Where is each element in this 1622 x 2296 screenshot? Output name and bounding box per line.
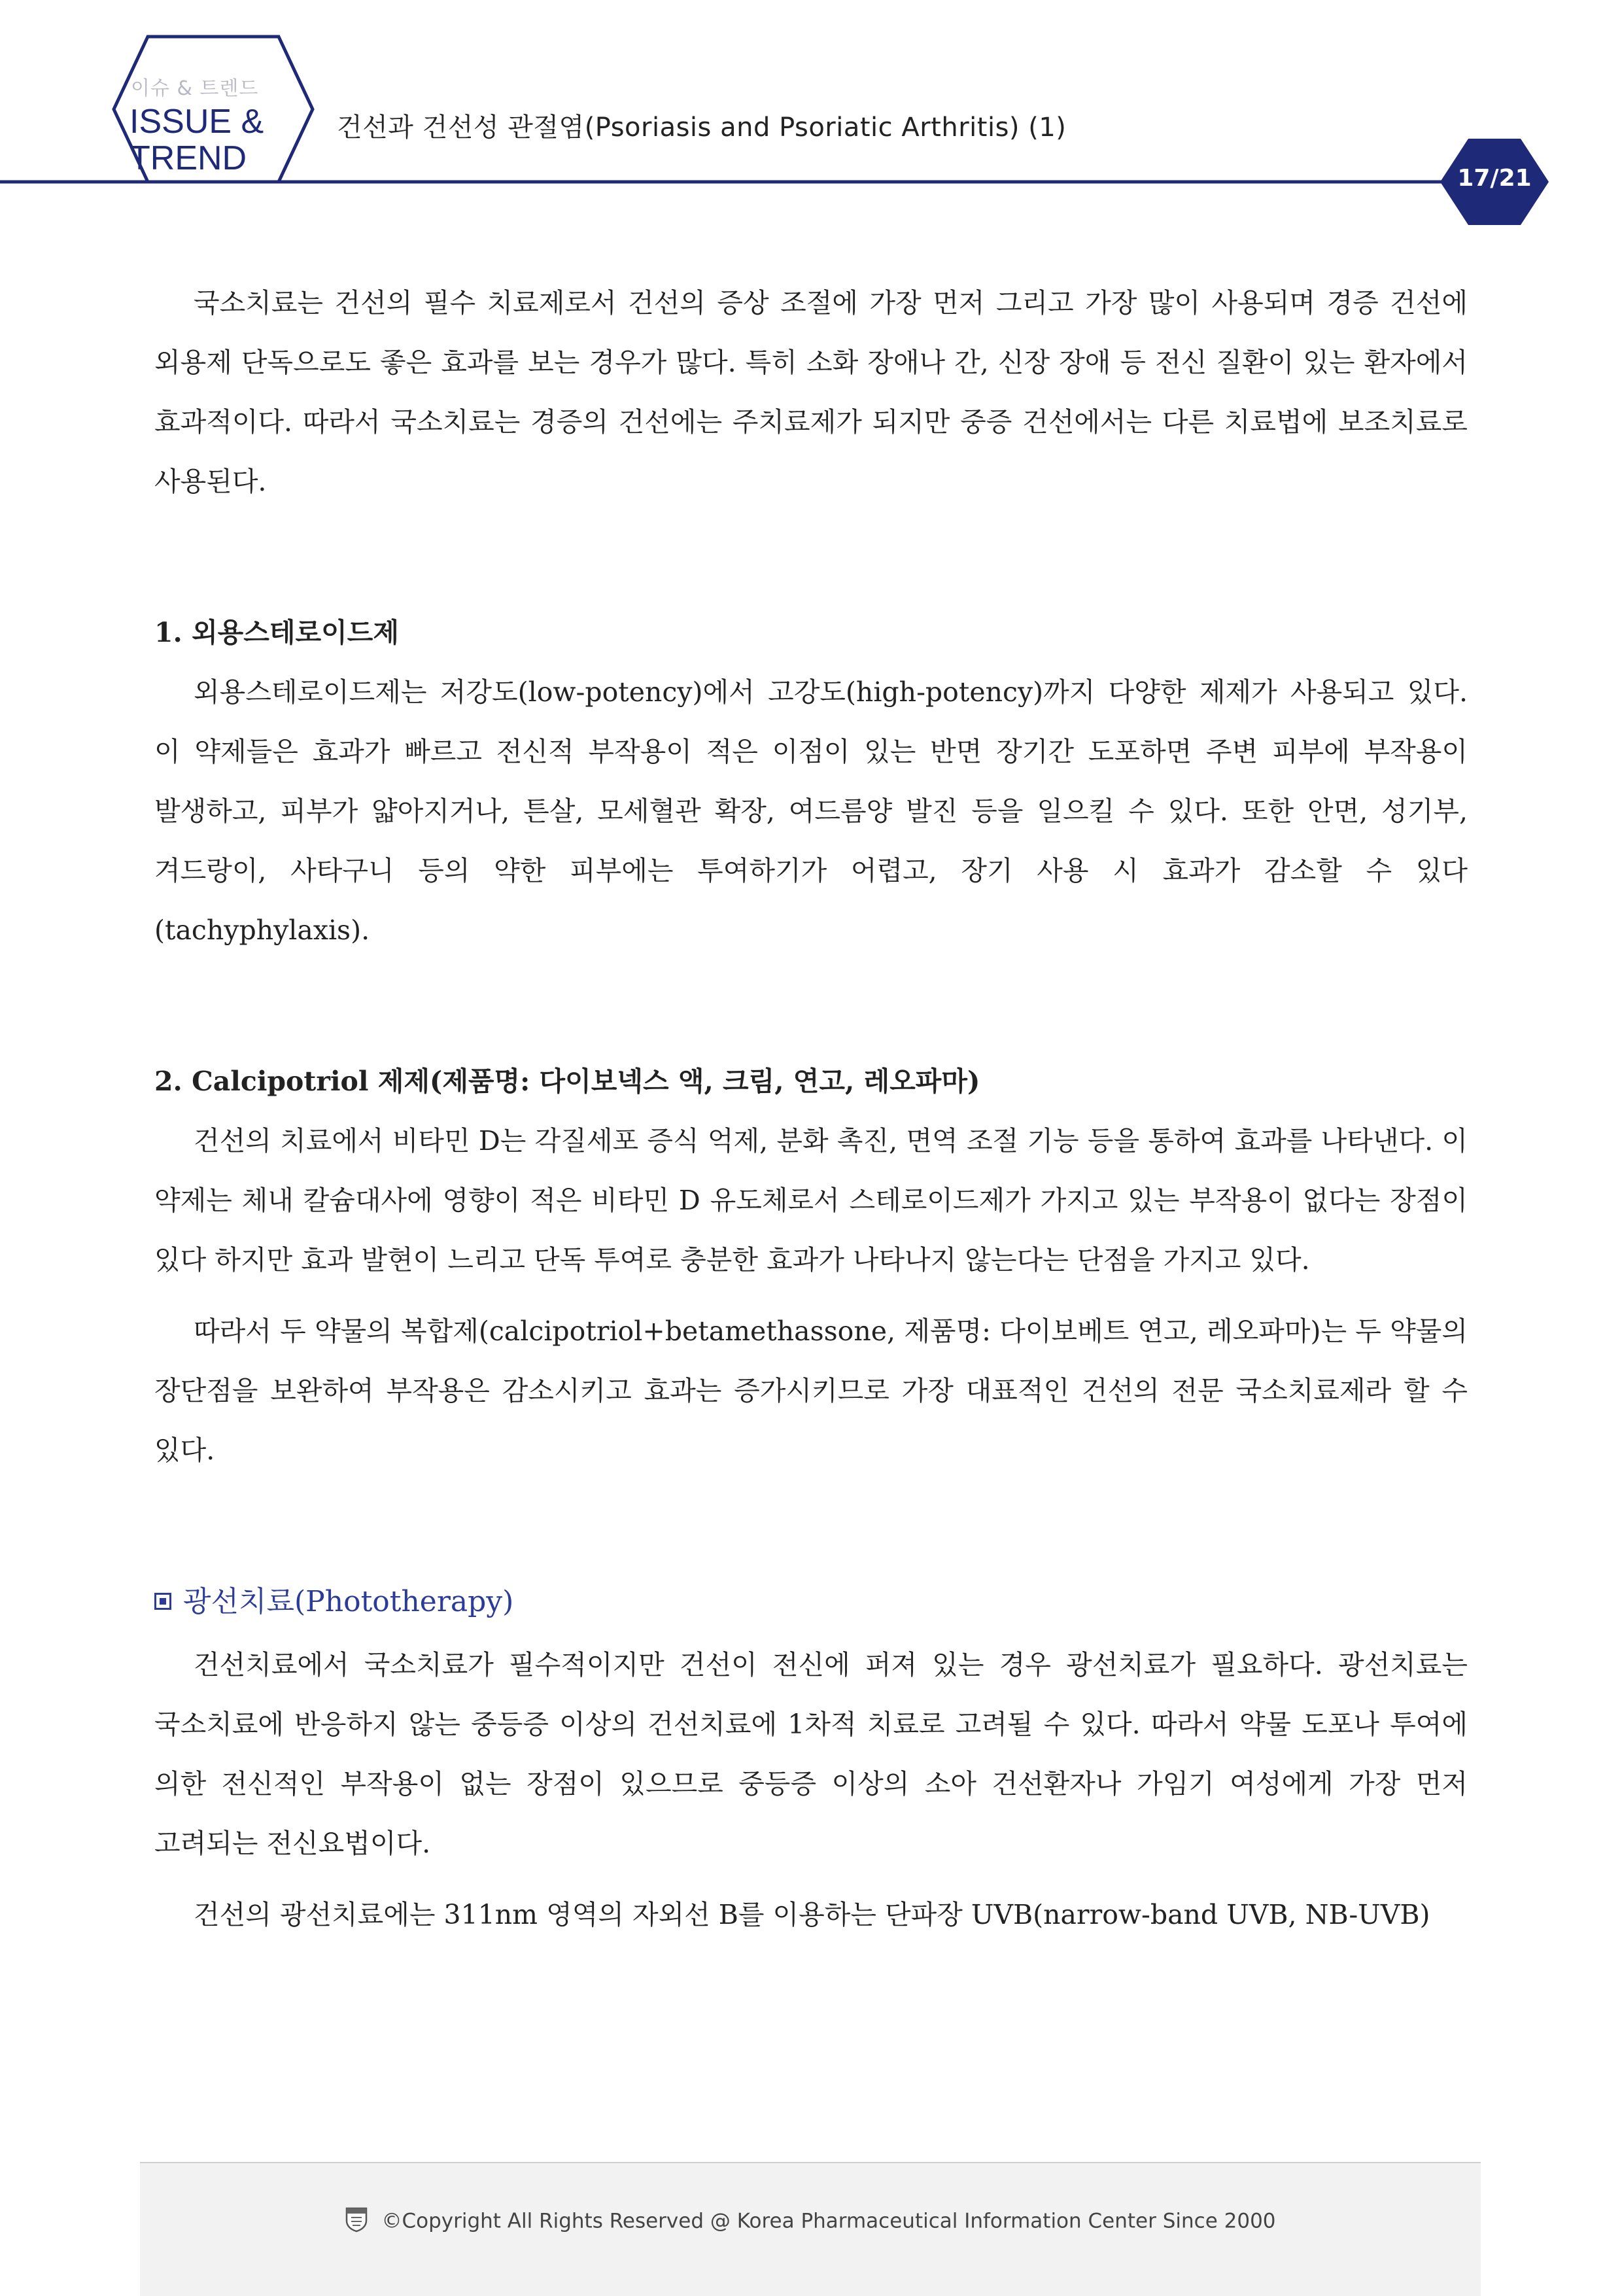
intro-paragraph: 국소치료는 건선의 필수 치료제로서 건선의 증상 조절에 가장 먼저 그리고 가장 많이 사용되며 경증 건선에 외용제 단독으로도 좋은 효과를 보는 경우가 많다. 특히 소화 장애나 간, 신장 장애 등 전신 질환이 있는 환자에서 효과적이다. 따라서 국소치료는 경증의 건선에는 주치료제가 되지만 중증 건선에서는 다른 치료법에 보조치료로 사용된다. bbox=[154, 287, 1468, 497]
square-bullet-icon bbox=[154, 1593, 171, 1610]
badge-english-text: ISSUE & TREND bbox=[129, 103, 264, 177]
copyright-text: ©Copyright All Rights Reserved @ Korea Pharmaceutical Information Center Since 2000 bbox=[381, 2209, 1276, 2233]
section-paragraph: 건선의 광선치료에는 311nm 영역의 자외선 B를 이용하는 단파장 UVB(narrow-band UVB, NB-UVB) bbox=[194, 1899, 1430, 1930]
footer-copyright-line bbox=[140, 2209, 1481, 2235]
badge-label-korean: 이슈 & 트렌드 bbox=[131, 77, 259, 100]
page-header bbox=[0, 0, 1622, 235]
spacer bbox=[154, 512, 1468, 603]
section-heading-topical-steroids: 1. 외용스테로이드제 bbox=[154, 617, 399, 648]
section-paragraph: 건선의 치료에서 비타민 D는 각질세포 증식 억제, 분화 촉진, 면역 조절 기능 등을 통하여 효과를 나타낸다. 이 약제는 체내 칼슘대사에 영향이 적은 비타민 D 유도체로서 스테로이드제가 가지고 있는 부작용이 없다는 장점이 있다 하지만 효과 발현이 느리고 단독 투여로 충분한 효과가 나타나지 않는다는 단점을 가지고 있다. bbox=[154, 1125, 1468, 1276]
section-paragraph: 외용스테로이드제는 저강도(low-potency)에서 고강도(high-potency)까지 다양한 제제가 사용되고 있다. 이 약제들은 효과가 빠르고 전신적 부작용이 적은 이점이 있는 반면 장기간 도포하면 주변 피부에 부작용이 발생하고, 피부가 얇아지거나, 튼살, 모세혈관 확장, 여드름양 발진 등을 일으킬 수 있다. 또한 안면, 성기부, 겨드랑이, 사타구니 등의 약한 피부에는 투여하기가 어렵고, 장기 사용 시 효과가 감소할 수 있다(tachyphylaxis). bbox=[154, 676, 1468, 946]
section-paragraph: 건선치료에서 국소치료가 필수적이지만 건선이 전신에 퍼져 있는 경우 광선치료가 필요하다. 광선치료는 국소치료에 반응하지 않는 중등증 이상의 건선치료에 1차적 치료로 고려될 수 있다. 따라서 약물 도포나 투여에 의한 전신적인 부작용이 없는 장점이 있으므로 중등증 이상의 소아 건선환자나 가임기 여성에게 가장 먼저 고려되는 전신요법이다. bbox=[154, 1649, 1468, 1859]
kpic-logo-icon bbox=[345, 2206, 368, 2233]
badge-label-english bbox=[129, 103, 280, 177]
page-number: 17/21 bbox=[1457, 165, 1532, 192]
section-heading-calcipotriol: 2. Calcipotriol 제제(제품명: 다이보넥스 액, 크림, 연고, 레오파마) bbox=[154, 1066, 980, 1097]
spacer bbox=[154, 960, 1468, 1052]
page-footer bbox=[140, 2162, 1481, 2296]
phototherapy-title-text: 광선치료(Phototherapy) bbox=[183, 1585, 514, 1618]
section-paragraph: 따라서 두 약물의 복합제(calcipotriol+betamethassone, 제품명: 다이보베트 연고, 레오파마)는 두 약물의 장단점을 보완하여 부작용은 감소시키고 효과는 증가시키므로 가장 대표적인 건선의 전문 국소치료제라 할 수 있다. bbox=[154, 1315, 1468, 1466]
spacer bbox=[154, 1480, 1468, 1572]
header-title: 건선과 건선성 관절염(Psoriasis and Psoriatic Arthritis) (1) bbox=[337, 113, 1067, 143]
phototherapy-title bbox=[154, 1572, 1468, 1631]
document-body bbox=[154, 273, 1468, 1945]
